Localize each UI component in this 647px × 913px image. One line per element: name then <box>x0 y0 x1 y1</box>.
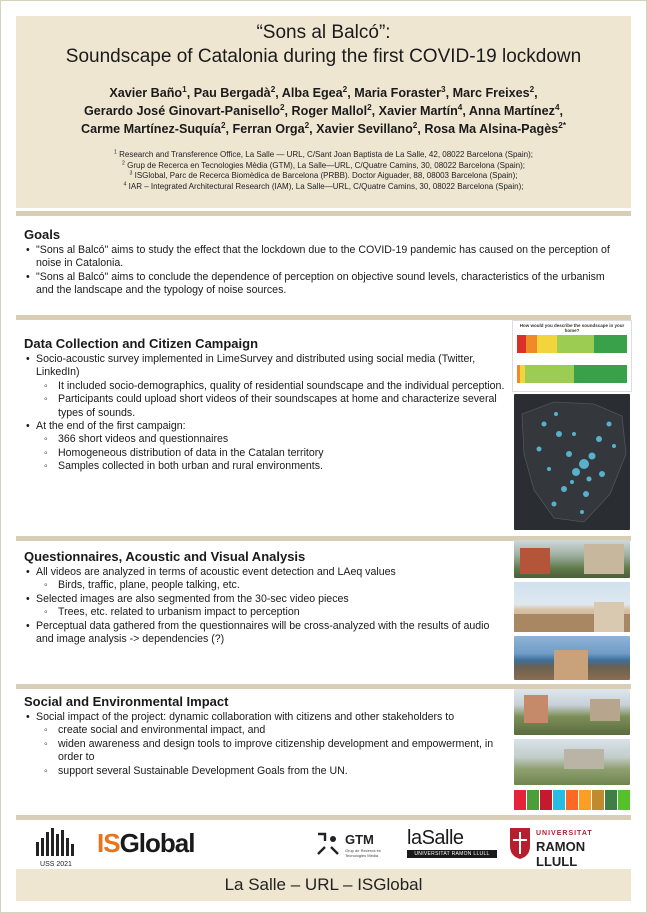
bullet-text: Socio-acoustic survey implemented in LimeSurvey and distributed using social media (Twitter, LinkedIn) <box>36 353 476 379</box>
goals-bullet: • "Sons al Balcó" aims to conclude the dependence of perception on objective sound levels, characteristics of the urbanism and the landscape and the typology of noise sources. <box>36 271 614 298</box>
sub-bullet: ◦ It included socio-demographics, quality of residential soundscape and the individual perception. <box>58 380 506 393</box>
uss-label: USS 2021 <box>40 861 72 868</box>
author-affiliation-mark: 2 <box>367 102 372 112</box>
affiliation-line: $^2$ Grup de Recerca en Tecnologies Mèdia (GTM), La Salle—URL, C/Quatre Camins, 30, 08022 Barcelona (Spain); <box>122 159 525 170</box>
author-name: Rosa Ma Alsina-Pagès$^{2*}$ <box>424 120 567 136</box>
analysis-section <box>24 549 506 646</box>
data-collection-bullet <box>36 353 506 420</box>
sdg-icon <box>540 790 552 810</box>
sdg-icon <box>618 790 630 810</box>
author-affiliation-mark: 2 <box>270 84 276 94</box>
author-name: Maria Foraster$^3$ <box>354 84 446 100</box>
url-label-top: UNIVERSITAT <box>536 830 593 837</box>
catalonia-map-image <box>514 394 630 530</box>
sub-bullet: ◦ Trees, etc. related to urbanism impact to perception <box>58 606 506 619</box>
author-affiliation-mark: 2 <box>220 120 226 130</box>
data-collection-section <box>24 336 506 474</box>
map-svg <box>514 394 630 530</box>
lasalle-sublabel: UNIVERSITAT RAMON LLULL <box>407 850 497 858</box>
author-affiliation-mark: 2 <box>279 102 285 112</box>
goals-bullet: • "Sons al Balcó" aims to study the effect that the lockdown due to the COVID-19 pandemic has caused on the perception of noise in Catalonia. <box>36 244 614 271</box>
analysis-bullet <box>36 593 506 620</box>
author-name: Xavier Martín$^4$ <box>378 102 463 118</box>
street-photo-1 <box>514 540 630 578</box>
sdg-icon <box>553 790 565 810</box>
bullet-text: Social impact of the project: dynamic collaboration with citizens and other stakeholders to <box>36 711 455 723</box>
sub-bullet: ◦ support several Sustainable Development Goals from the UN. <box>58 765 510 778</box>
author-affiliation-mark: 1 <box>182 84 187 94</box>
rooftop-photo <box>514 582 630 632</box>
poster-header <box>16 16 631 208</box>
survey-bar-2 <box>517 365 627 383</box>
url-shield-icon <box>508 826 532 860</box>
sdg-icon <box>592 790 604 810</box>
data-collection-bullet <box>36 420 506 474</box>
gtm-sublabel: Grup de Recerca en Tecnologies Mèdia <box>345 848 382 858</box>
bullet-text: All videos are analyzed in terms of acoustic event detection and LAeq values <box>36 566 396 578</box>
url-logo <box>508 826 626 869</box>
author-name: Xavier Baño$^1$ <box>109 84 187 100</box>
author-affiliation-mark: 2* <box>558 120 567 130</box>
section-divider <box>16 211 631 216</box>
isglobal-logo-global: Global <box>119 828 195 858</box>
sub-bullet: ◦ Birds, traffic, plane, people talking, etc. <box>58 579 506 592</box>
author-name: Marc Freixes$^2$ <box>452 84 535 100</box>
affiliation-line: $^3$ ISGlobal, Parc de Recerca Biomèdica de Barcelona (PRBB). Doctor Aiguader, 88, 08003 Barcelona (Spain); <box>129 170 518 181</box>
bullet-text: Selected images are also segmented from the 30-sec video pieces <box>36 592 349 605</box>
author-name: Alba Egea$^2$ <box>281 84 348 100</box>
author-name: Ferran Orga$^2$ <box>232 120 310 136</box>
author-name: Roger Mallol$^2$ <box>291 102 372 118</box>
park-photo <box>514 689 630 735</box>
sub-bullet: ◦ Samples collected in both urban and rural environments. <box>58 460 506 473</box>
survey-chart-thumbnail <box>512 320 632 392</box>
affiliation-list <box>26 150 621 192</box>
sub-bullet: ◦ Homogeneous distribution of data in the Catalan territory <box>58 447 506 460</box>
survey-chart-title: How would you describe the soundscape in your home? <box>519 323 625 333</box>
impact-section <box>24 694 510 778</box>
url-label-bottom: RAMON LLULL <box>536 839 586 869</box>
isglobal-logo-is: IS <box>97 828 120 858</box>
footer-text: La Salle – URL – ISGlobal <box>224 875 423 894</box>
sub-bullet: ◦ Participants could upload short videos of their soundscapes at home and characterize several types of sounds. <box>58 393 506 420</box>
author-affiliation-mark: 2 <box>342 84 348 94</box>
goals-title: Goals <box>24 227 61 242</box>
author-affiliation-mark: 2 <box>412 120 418 130</box>
poster-title-line2: Soundscape of Catalonia during the first COVID-19 lockdown <box>65 46 582 67</box>
city-trees-photo <box>514 739 630 785</box>
uss-bars-icon <box>34 826 78 856</box>
sdg-icon <box>566 790 578 810</box>
author-name: Pau Bergadà$^2$ <box>193 84 276 100</box>
author-list: Xavier Baño$^1$, Pau Bergadà$^2$, Alba Egea$^2$, Maria Foraster$^3$, Marc Freixes$^2$, Gerardo José Ginovart-Panisello$^2$, Roger Mallol$^2$, Xavier Martín$^4$, Anna Martínez$^4$, Carme Martínez-Suquía$^2$, Ferran Orga$^2$, Xavier Sevillano$^2$, Rosa Ma Alsina-Pagès$^{2*}$ <box>80 84 567 136</box>
poster-title-line1: “Sons al Balcó”: <box>256 22 391 43</box>
affiliation-line: $^1$ Research and Transference Office, La Salle — URL, C/Sant Joan Baptista de La Salle, 42, 08022 Barcelona (Spain); <box>114 149 533 159</box>
author-name: Anna Martínez$^4$ <box>468 102 560 118</box>
sub-bullet: ◦ 366 short videos and questionnaires <box>58 433 506 446</box>
author-affiliation-mark: 4 <box>554 102 560 112</box>
seaside-photo <box>514 636 630 680</box>
isglobal-logo <box>97 828 194 859</box>
sdg-icon <box>527 790 539 810</box>
sdg-icon <box>605 790 617 810</box>
sdg-icons <box>514 790 630 810</box>
gtm-logo <box>315 831 395 861</box>
author-name: Xavier Sevillano$^2$ <box>316 120 418 136</box>
lasalle-label: laSalle <box>407 827 464 849</box>
author-affiliation-mark: 2 <box>529 84 535 94</box>
sub-bullet: ◦ widen awareness and design tools to improve citizenship development and empowerment, in order to <box>58 738 510 765</box>
data-collection-title: Data Collection and Citizen Campaign <box>24 336 259 351</box>
sdg-icon <box>579 790 591 810</box>
uss-logo <box>34 826 78 866</box>
footer-band <box>16 869 631 901</box>
author-name: Carme Martínez-Suquía$^2$ <box>80 120 226 136</box>
author-affiliation-mark: 2 <box>304 120 310 130</box>
impact-title: Social and Environmental Impact <box>24 694 229 709</box>
sdg-icon <box>514 790 526 810</box>
author-affiliation-mark: 4 <box>457 102 463 112</box>
lasalle-logo <box>407 827 497 861</box>
affiliation-line: $^4$ IAR – Integrated Architectural Research (IAM), La Salle—URL, C/Quatre Camins, 30, 08022 Barcelona (Spain); <box>123 181 524 191</box>
gtm-mark-icon <box>315 831 341 857</box>
analysis-bullet <box>36 566 506 593</box>
section-divider <box>16 815 631 820</box>
gtm-label: GTM <box>345 832 374 847</box>
author-name: Gerardo José Ginovart-Panisello$^2$ <box>84 102 285 118</box>
bullet-text: At the end of the first campaign: <box>36 420 186 433</box>
analysis-bullet: • Perceptual data gathered from the questionnaires will be cross-analyzed with the results of audio and image analysis -> dependencies (?) <box>36 620 506 647</box>
analysis-title: Questionnaires, Acoustic and Visual Analysis <box>24 549 306 564</box>
impact-bullet <box>36 711 510 778</box>
goals-section <box>24 227 614 298</box>
sub-bullet: ◦ create social and environmental impact, and <box>58 724 510 737</box>
survey-bar-1 <box>517 335 627 353</box>
author-affiliation-mark: 3 <box>441 84 446 94</box>
